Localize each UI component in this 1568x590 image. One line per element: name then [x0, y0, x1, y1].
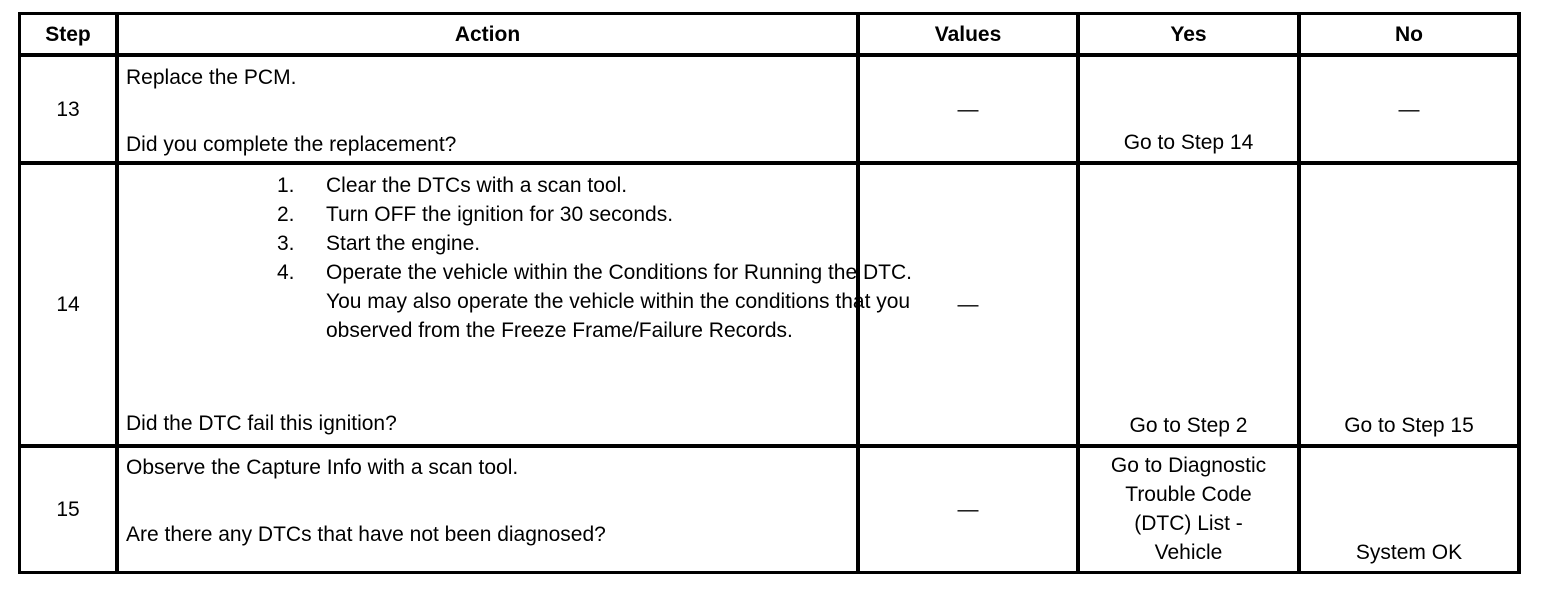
list-item: 3. Start the engine. — [277, 232, 481, 255]
procedure-list — [119, 171, 946, 345]
yes-cell: Go to Step 2 — [1129, 414, 1248, 437]
action-cell — [119, 57, 856, 161]
no-cell: System OK — [1355, 541, 1463, 564]
table-border-bottom — [18, 571, 1521, 574]
values-cell: — — [957, 293, 979, 316]
list-item: 4. Operate the vehicle within the Conditions for Running the DTC. You may also operate the vehicle within the conditions that you observed from the Freeze Frame/Failure Records. — [277, 261, 912, 342]
list-item: 1. Clear the DTCs with a scan tool. — [277, 174, 628, 197]
step-number: 14 — [56, 293, 80, 316]
action-question: Are there any DTCs that have not been diagnosed? — [126, 523, 606, 546]
action-question: Did the DTC fail this ignition? — [126, 412, 397, 435]
yes-cell: Go to Step 14 — [1123, 131, 1254, 154]
action-text: Observe the Capture Info with a scan tool. — [126, 456, 519, 479]
action-cell — [119, 448, 856, 571]
step-number: 15 — [56, 498, 80, 521]
header-no: No — [1395, 22, 1423, 46]
list-item: 2. Turn OFF the ignition for 30 seconds. — [277, 203, 674, 226]
table-border-right — [1517, 12, 1521, 574]
step-number: 13 — [56, 97, 80, 121]
values-cell: — — [957, 97, 979, 121]
action-cell — [119, 165, 912, 444]
header-step: Step — [45, 22, 91, 46]
header-action: Action — [454, 22, 521, 46]
header-yes: Yes — [1170, 22, 1207, 46]
header-values: Values — [934, 22, 1002, 46]
action-text: Replace the PCM. — [126, 66, 297, 89]
yes-cell: Go to Diagnostic Trouble Code (DTC) List - Vehicle — [1110, 454, 1267, 564]
no-cell: — — [1398, 97, 1420, 121]
action-question: Did you complete the replacement? — [126, 133, 457, 156]
no-cell: Go to Step 15 — [1344, 414, 1474, 437]
values-cell: — — [957, 498, 979, 521]
